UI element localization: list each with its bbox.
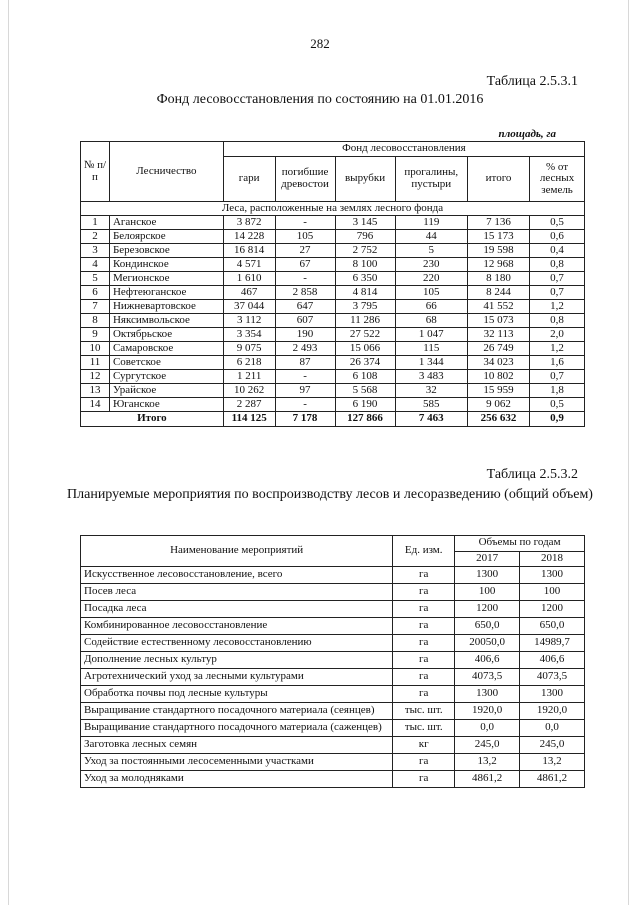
table-cell: 44 <box>395 230 467 244</box>
table-cell: 190 <box>275 328 335 342</box>
table-cell: 41 552 <box>468 300 530 314</box>
forestry-name: Сургутское <box>109 370 223 384</box>
table-cell: 19 598 <box>468 244 530 258</box>
volume-cell: 1300 <box>455 686 520 703</box>
table-cell: 32 113 <box>468 328 530 342</box>
volume-cell: 1300 <box>455 567 520 584</box>
volume-cell: 245,0 <box>520 737 585 754</box>
activity-name: Агротехнический уход за лесными культурами <box>81 669 393 686</box>
table-row <box>81 635 585 652</box>
table-row <box>81 300 585 314</box>
table-cell: 6 350 <box>335 272 395 286</box>
table-row <box>81 370 585 384</box>
table-cell: 1 211 <box>223 370 275 384</box>
forestry-name: Урайское <box>109 384 223 398</box>
volume-cell: 100 <box>455 584 520 601</box>
forestry-name: Советское <box>109 356 223 370</box>
table-cell: 647 <box>275 300 335 314</box>
activity-name: Обработка почвы под лесные культуры <box>81 686 393 703</box>
table-cell: 1,2 <box>530 342 585 356</box>
volume-cell: 0,0 <box>455 720 520 737</box>
total-cell: 7 178 <box>275 412 335 427</box>
table-cell: 115 <box>395 342 467 356</box>
table-row <box>81 669 585 686</box>
header-activity: Наименование мероприятий <box>81 536 393 567</box>
unit-cell: га <box>393 584 455 601</box>
unit-cell: га <box>393 669 455 686</box>
unit-cell: га <box>393 754 455 771</box>
header-unit: Ед. изм. <box>393 536 455 567</box>
activity-name: Уход за молодняками <box>81 771 393 788</box>
table-cell: 2 752 <box>335 244 395 258</box>
table-cell: 119 <box>395 216 467 230</box>
table-cell: 15 073 <box>468 314 530 328</box>
table-row <box>81 652 585 669</box>
forestry-name: Мегионское <box>109 272 223 286</box>
header-group: Фонд лесовосстановления <box>223 142 584 157</box>
total-cell: 7 463 <box>395 412 467 427</box>
table-cell: 1,2 <box>530 300 585 314</box>
table-row <box>81 771 585 788</box>
header-cuts: вырубки <box>335 157 395 202</box>
header-pct: % от лесных земель <box>530 157 585 202</box>
volume-cell: 4073,5 <box>455 669 520 686</box>
row-number: 2 <box>81 230 110 244</box>
table2-label: Таблица 2.5.3.2 <box>486 467 578 482</box>
table-cell: 15 173 <box>468 230 530 244</box>
table-cell: 105 <box>275 230 335 244</box>
unit-cell: га <box>393 567 455 584</box>
row-number: 14 <box>81 398 110 412</box>
activity-name: Уход за постоянными лесосеменными участками <box>81 754 393 771</box>
table-cell: 1 047 <box>395 328 467 342</box>
table-row <box>81 286 585 300</box>
table-cell: 2 287 <box>223 398 275 412</box>
table-cell: 15 959 <box>468 384 530 398</box>
table1-label: Таблица 2.5.3.1 <box>486 74 578 89</box>
header-year-2018: 2018 <box>520 551 585 567</box>
table-cell: 9 062 <box>468 398 530 412</box>
forestry-name: Самаровское <box>109 342 223 356</box>
header-gari: гари <box>223 157 275 202</box>
table-row <box>81 754 585 771</box>
table-cell: 2 493 <box>275 342 335 356</box>
table-cell: 8 180 <box>468 272 530 286</box>
table-row <box>81 328 585 342</box>
table-row <box>81 356 585 370</box>
table-cell: 0,7 <box>530 272 585 286</box>
table-cell: 230 <box>395 258 467 272</box>
header-forestry: Лесничество <box>109 142 223 202</box>
reforestation-fund-table <box>80 141 585 427</box>
table-cell: 0,7 <box>530 370 585 384</box>
unit-cell: тыс. шт. <box>393 720 455 737</box>
forestry-name: Юганское <box>109 398 223 412</box>
forestry-name: Октябрьское <box>109 328 223 342</box>
table-row <box>81 720 585 737</box>
volume-cell: 13,2 <box>520 754 585 771</box>
volume-cell: 100 <box>520 584 585 601</box>
table-cell: 87 <box>275 356 335 370</box>
table-row <box>81 601 585 618</box>
row-number: 13 <box>81 384 110 398</box>
table-cell: 0,6 <box>530 230 585 244</box>
scan-edge-left <box>8 0 9 905</box>
table-cell: - <box>275 216 335 230</box>
planned-activities-table <box>80 535 585 788</box>
volume-cell: 4861,2 <box>455 771 520 788</box>
table1-unit: площадь, га <box>498 128 556 140</box>
forestry-name: Аганское <box>109 216 223 230</box>
forestry-name: Няксимвольское <box>109 314 223 328</box>
row-number: 12 <box>81 370 110 384</box>
volume-cell: 4073,5 <box>520 669 585 686</box>
table-cell: 6 108 <box>335 370 395 384</box>
table-cell: 2,0 <box>530 328 585 342</box>
table-cell: 12 968 <box>468 258 530 272</box>
row-number: 6 <box>81 286 110 300</box>
table-row <box>81 342 585 356</box>
table-cell: 11 286 <box>335 314 395 328</box>
table-cell: 0,4 <box>530 244 585 258</box>
table-cell: 15 066 <box>335 342 395 356</box>
table-cell: 14 228 <box>223 230 275 244</box>
volume-cell: 650,0 <box>520 618 585 635</box>
forestry-name: Березовское <box>109 244 223 258</box>
table-cell: 6 190 <box>335 398 395 412</box>
table-cell: 3 483 <box>395 370 467 384</box>
volume-cell: 14989,7 <box>520 635 585 652</box>
table-row <box>81 384 585 398</box>
activity-name: Содействие естественному лесовосстановлению <box>81 635 393 652</box>
row-number: 3 <box>81 244 110 258</box>
header-year-2017: 2017 <box>455 551 520 567</box>
table-cell: 10 262 <box>223 384 275 398</box>
table-cell: 0,5 <box>530 216 585 230</box>
table-cell: 2 858 <box>275 286 335 300</box>
header-glades: прогалины, пустыри <box>395 157 467 202</box>
total-cell: 0,9 <box>530 412 585 427</box>
forestry-name: Нижневартовское <box>109 300 223 314</box>
table2-title: Планируемые мероприятия по воспроизводству лесов и лесоразведению (общий объем) <box>67 487 593 502</box>
table-cell: 8 244 <box>468 286 530 300</box>
page-number: 282 <box>310 36 330 51</box>
unit-cell: га <box>393 635 455 652</box>
section-heading: Леса, расположенные на землях лесного фонда <box>81 202 585 216</box>
table-cell: 607 <box>275 314 335 328</box>
table-cell: 3 112 <box>223 314 275 328</box>
table-row <box>81 737 585 754</box>
volume-cell: 650,0 <box>455 618 520 635</box>
forestry-name: Кондинское <box>109 258 223 272</box>
row-number: 10 <box>81 342 110 356</box>
table-cell: 105 <box>395 286 467 300</box>
table-cell: 26 749 <box>468 342 530 356</box>
unit-cell: кг <box>393 737 455 754</box>
unit-cell: га <box>393 618 455 635</box>
volume-cell: 1920,0 <box>455 703 520 720</box>
table-cell: 796 <box>335 230 395 244</box>
row-number: 5 <box>81 272 110 286</box>
activity-name: Посев леса <box>81 584 393 601</box>
table-cell: 3 145 <box>335 216 395 230</box>
header-volumes: Объемы по годам <box>455 536 585 552</box>
volume-cell: 1200 <box>520 601 585 618</box>
table-cell: 37 044 <box>223 300 275 314</box>
table-cell: 3 795 <box>335 300 395 314</box>
table-cell: 26 374 <box>335 356 395 370</box>
unit-cell: га <box>393 601 455 618</box>
row-number: 9 <box>81 328 110 342</box>
activity-name: Искусственное лесовосстановление, всего <box>81 567 393 584</box>
table-cell: 5 <box>395 244 467 258</box>
scan-edge-right <box>628 0 629 905</box>
volume-cell: 406,6 <box>520 652 585 669</box>
table-cell: 16 814 <box>223 244 275 258</box>
table-row <box>81 398 585 412</box>
activity-name: Посадка леса <box>81 601 393 618</box>
volume-cell: 1920,0 <box>520 703 585 720</box>
table-cell: 97 <box>275 384 335 398</box>
table-cell: 585 <box>395 398 467 412</box>
volume-cell: 4861,2 <box>520 771 585 788</box>
activity-name: Заготовка лесных семян <box>81 737 393 754</box>
table-row <box>81 314 585 328</box>
volume-cell: 20050,0 <box>455 635 520 652</box>
total-cell: 127 866 <box>335 412 395 427</box>
header-total: итого <box>468 157 530 202</box>
activity-name: Выращивание стандартного посадочного материала (сеянцев) <box>81 703 393 720</box>
table-row <box>81 216 585 230</box>
table-cell: - <box>275 370 335 384</box>
header-dead: погибшие древостои <box>275 157 335 202</box>
table-cell: - <box>275 272 335 286</box>
forestry-name: Нефтеюганское <box>109 286 223 300</box>
table-row <box>81 230 585 244</box>
table-cell: 68 <box>395 314 467 328</box>
volume-cell: 13,2 <box>455 754 520 771</box>
table-cell: 10 802 <box>468 370 530 384</box>
volume-cell: 406,6 <box>455 652 520 669</box>
row-number: 1 <box>81 216 110 230</box>
table-row <box>81 686 585 703</box>
volume-cell: 1200 <box>455 601 520 618</box>
table-cell: 4 571 <box>223 258 275 272</box>
table-row <box>81 618 585 635</box>
volume-cell: 245,0 <box>455 737 520 754</box>
table-cell: - <box>275 398 335 412</box>
header-num: № п/п <box>81 142 110 202</box>
table-row <box>81 703 585 720</box>
table-cell: 27 522 <box>335 328 395 342</box>
table-row <box>81 567 585 584</box>
table1-title: Фонд лесовосстановления по состоянию на 01.01.2016 <box>156 92 484 107</box>
table-cell: 4 814 <box>335 286 395 300</box>
row-number: 11 <box>81 356 110 370</box>
volume-cell: 1300 <box>520 686 585 703</box>
row-number: 8 <box>81 314 110 328</box>
total-label: Итого <box>81 412 224 427</box>
activity-name: Комбинированное лесовосстановление <box>81 618 393 635</box>
unit-cell: га <box>393 652 455 669</box>
table-cell: 1,6 <box>530 356 585 370</box>
volume-cell: 0,0 <box>520 720 585 737</box>
row-number: 4 <box>81 258 110 272</box>
table-cell: 7 136 <box>468 216 530 230</box>
activity-name: Выращивание стандартного посадочного материала (саженцев) <box>81 720 393 737</box>
table-cell: 0,8 <box>530 314 585 328</box>
unit-cell: тыс. шт. <box>393 703 455 720</box>
row-number: 7 <box>81 300 110 314</box>
table-cell: 467 <box>223 286 275 300</box>
activity-name: Дополнение лесных культур <box>81 652 393 669</box>
total-cell: 114 125 <box>223 412 275 427</box>
table-cell: 220 <box>395 272 467 286</box>
table-cell: 3 354 <box>223 328 275 342</box>
unit-cell: га <box>393 686 455 703</box>
table-cell: 66 <box>395 300 467 314</box>
table-row <box>81 272 585 286</box>
table-cell: 8 100 <box>335 258 395 272</box>
table-cell: 67 <box>275 258 335 272</box>
table-cell: 1 344 <box>395 356 467 370</box>
table-cell: 1,8 <box>530 384 585 398</box>
table-cell: 1 610 <box>223 272 275 286</box>
table-cell: 0,7 <box>530 286 585 300</box>
table-cell: 6 218 <box>223 356 275 370</box>
table-cell: 3 872 <box>223 216 275 230</box>
table-cell: 34 023 <box>468 356 530 370</box>
unit-cell: га <box>393 771 455 788</box>
table-cell: 0,8 <box>530 258 585 272</box>
total-cell: 256 632 <box>468 412 530 427</box>
forestry-name: Белоярское <box>109 230 223 244</box>
table-cell: 0,5 <box>530 398 585 412</box>
table-row <box>81 258 585 272</box>
table-cell: 27 <box>275 244 335 258</box>
table-row <box>81 244 585 258</box>
table-cell: 9 075 <box>223 342 275 356</box>
volume-cell: 1300 <box>520 567 585 584</box>
table-cell: 32 <box>395 384 467 398</box>
table-cell: 5 568 <box>335 384 395 398</box>
table-row <box>81 584 585 601</box>
